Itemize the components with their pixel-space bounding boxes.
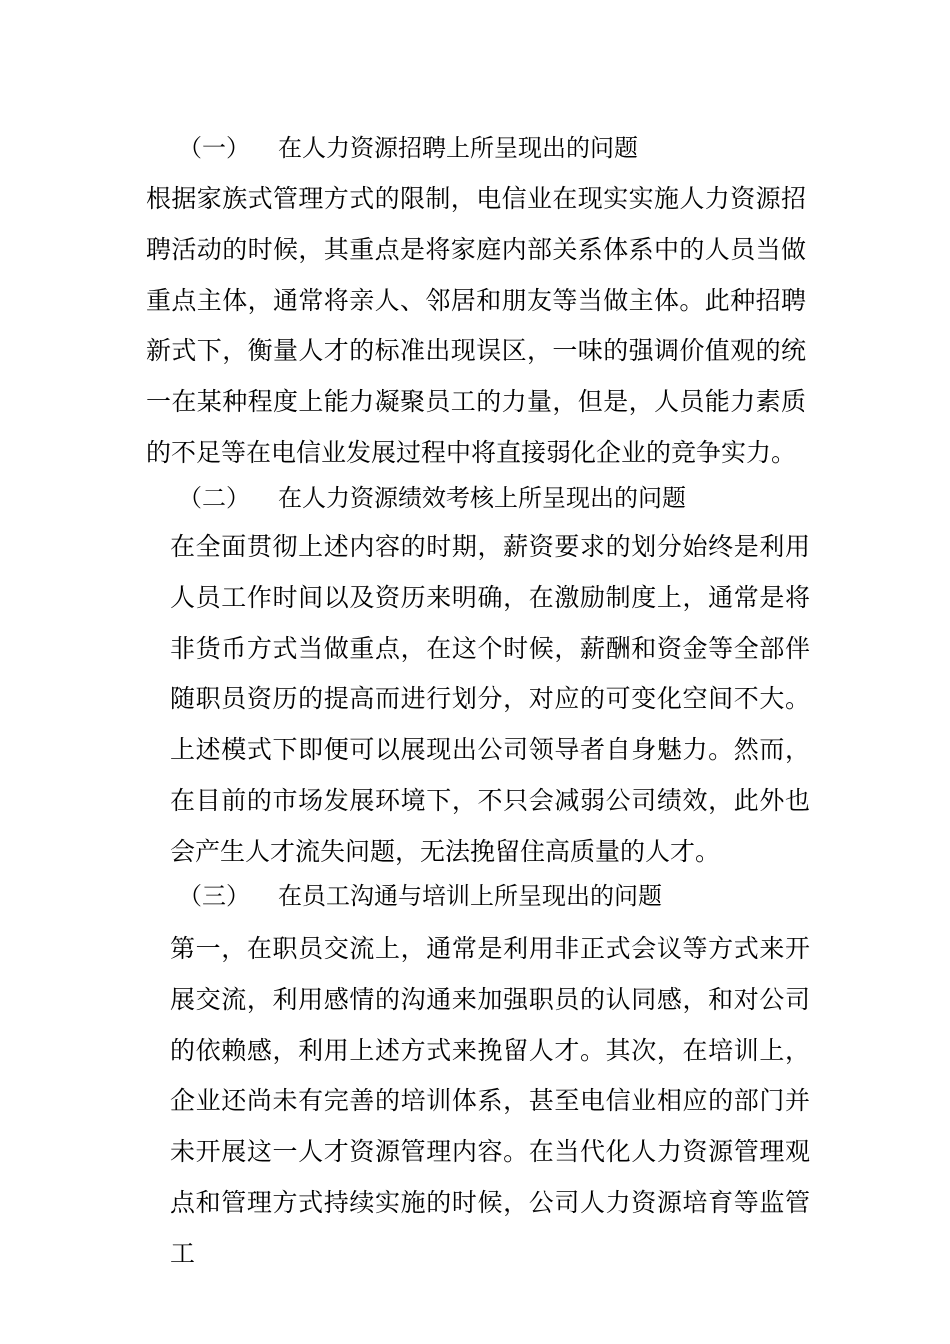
- section-3-heading: [178, 876, 738, 916]
- section-1-paragraph: 根据家族式管理方式的限制，电信业在现实实施人力资源招聘活动的时候，其重点是将家庭内部关系体系中的人员当做重点主体，通常将亲人、邻居和朋友等当做主体。此种招聘新式下，衡量人才的标准出现误区，一味的强调价值观的统一在某种程度上能力凝聚员工的力量，但是，人员能力素质的不足等在电信业发展过程中将直接弱化企业的竞争实力。: [146, 184, 806, 467]
- section-2-heading: [178, 478, 738, 518]
- section-3-paragraph: 第一，在职员交流上，通常是利用非正式会议等方式来开展交流，利用感情的沟通来加强职员的认同感，和对公司的依赖感，利用上述方式来挽留人才。其次，在培训上，企业还尚未有完善的培训体系，甚至电信业相应的部门并未开展这一人才资源管理内容。在当代化人力资源管理观点和管理方式持续实施的时候，公司人力资源培育等监管工: [170, 934, 810, 1268]
- section-2-title: 在人力资源绩效考核上所呈现出的问题: [278, 484, 686, 512]
- section-1-title: 在人力资源招聘上所呈现出的问题: [278, 134, 638, 162]
- section-2-paragraph: 在全面贯彻上述内容的时期，薪资要求的划分始终是利用人员工作时间以及资历来明确，在激励制度上，通常是将非货币方式当做重点，在这个时候，薪酬和资金等全部伴随职员资历的提高而进行划分，对应的可变化空间不大。上述模式下即便可以展现出公司领导者自身魅力。然而，在目前的市场发展环境下，不只会减弱公司绩效，此外也会产生人才流失问题，无法挽留住高质量的人才。: [170, 532, 810, 866]
- section-1-heading: [178, 128, 738, 168]
- section-3-title: 在员工沟通与培训上所呈现出的问题: [278, 882, 662, 910]
- section-2-number: （二）: [178, 484, 250, 512]
- section-1-number: （一）: [178, 134, 250, 162]
- section-3-number: （三）: [178, 882, 250, 910]
